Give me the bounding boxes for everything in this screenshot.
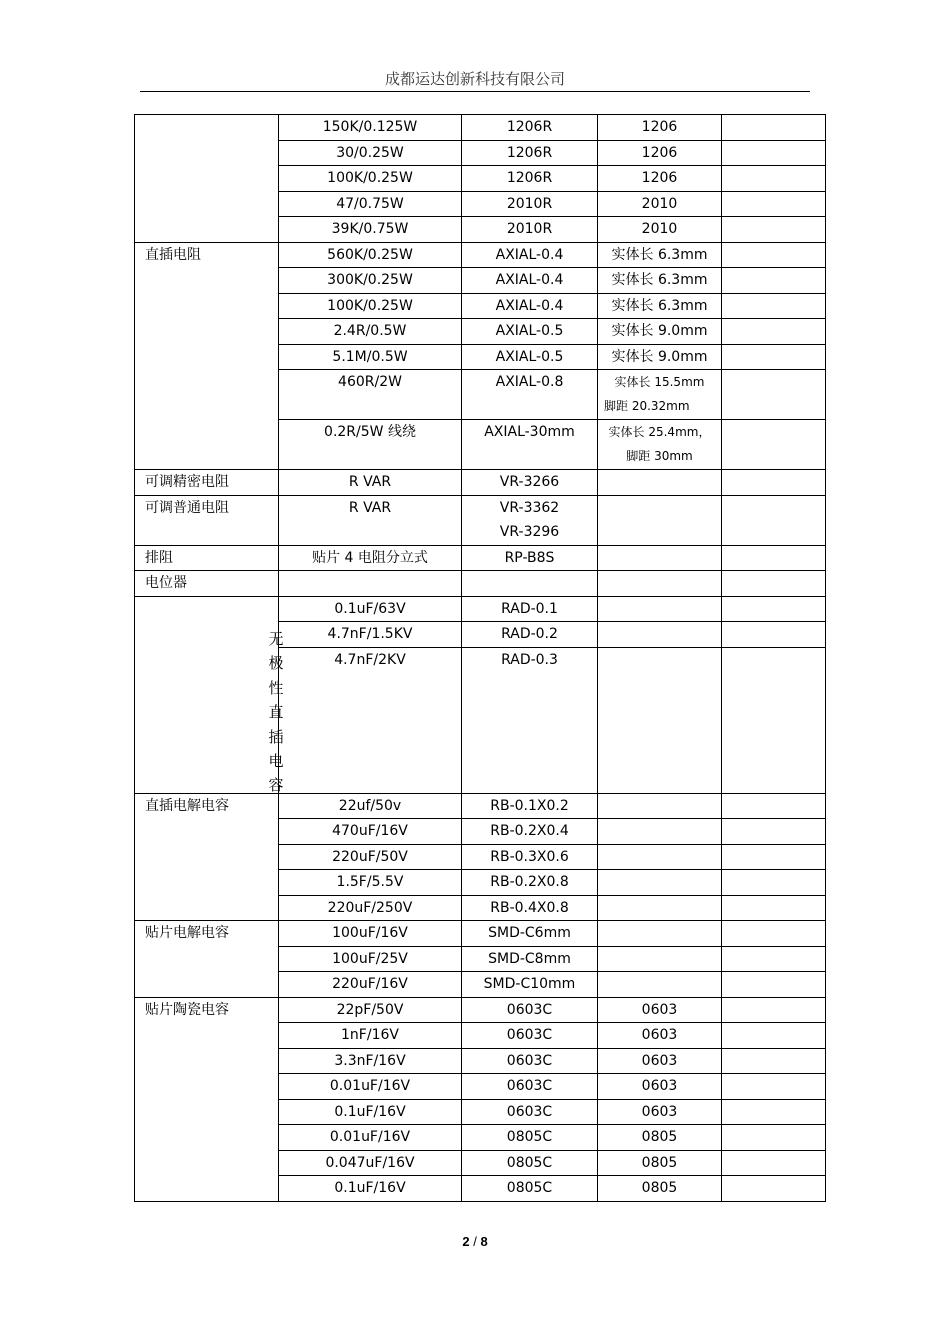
- category-cell: 直插电阻: [135, 242, 279, 470]
- table-row: [135, 545, 826, 571]
- footprint-cell: SMD-C8mm: [462, 946, 598, 972]
- value-cell: 560K/0.25W: [279, 242, 462, 268]
- footprint-cell: 0603C: [462, 1023, 598, 1049]
- value-cell: 22pF/50V: [279, 997, 462, 1023]
- footprint-cell: 0805C: [462, 1125, 598, 1151]
- note-cell: [722, 972, 826, 998]
- value-cell: 0.01uF/16V: [279, 1125, 462, 1151]
- footprint-cell: AXIAL-0.8: [462, 370, 598, 420]
- page-number: [0, 1234, 950, 1249]
- value-cell: 1.5F/5.5V: [279, 870, 462, 896]
- footprint-cell: RB-0.1X0.2: [462, 793, 598, 819]
- value-cell: 2.4R/0.5W: [279, 319, 462, 345]
- size-cell: 实体长 9.0mm: [598, 319, 722, 345]
- note-cell: [722, 268, 826, 294]
- size-cell: [598, 793, 722, 819]
- footprint-cell: AXIAL-0.5: [462, 344, 598, 370]
- value-cell: 460R/2W: [279, 370, 462, 420]
- value-cell: 0.047uF/16V: [279, 1150, 462, 1176]
- vertical-char: 插: [268, 727, 284, 746]
- value-cell: 0.1uF/16V: [279, 1099, 462, 1125]
- value-cell: 0.2R/5W 线绕: [279, 420, 462, 470]
- value-cell: 100K/0.25W: [279, 293, 462, 319]
- note-cell: [722, 319, 826, 345]
- category-cell: 贴片陶瓷电容: [135, 997, 279, 1201]
- note-cell: [722, 140, 826, 166]
- size-cell: 实体长 9.0mm: [598, 344, 722, 370]
- note-cell: [722, 1074, 826, 1100]
- table-row: [135, 997, 826, 1023]
- value-cell: R VAR: [279, 470, 462, 496]
- note-cell: [722, 895, 826, 921]
- note-cell: [722, 191, 826, 217]
- category-cell: 可调普通电阻: [135, 495, 279, 545]
- size-cell: [598, 495, 722, 545]
- table-row: [135, 596, 826, 622]
- size-cell: 1206: [598, 115, 722, 141]
- footprint-cell: 1206R: [462, 166, 598, 192]
- value-cell: 0.1uF/16V: [279, 1176, 462, 1202]
- note-cell: [722, 1099, 826, 1125]
- page-current: 2: [462, 1234, 470, 1249]
- value-cell: 470uF/16V: [279, 819, 462, 845]
- footprint-cell: AXIAL-0.4: [462, 242, 598, 268]
- note-cell: [722, 793, 826, 819]
- size-cell: 0603: [598, 1023, 722, 1049]
- size-cell: 0603: [598, 1099, 722, 1125]
- category-cell: 直插电解电容: [135, 793, 279, 921]
- footprint-cell: 0603C: [462, 1074, 598, 1100]
- note-cell: [722, 997, 826, 1023]
- footprint-cell: RP-B8S: [462, 545, 598, 571]
- value-cell: 220uF/250V: [279, 895, 462, 921]
- note-cell: [722, 1125, 826, 1151]
- note-cell: [722, 647, 826, 793]
- footprint-cell: 1206R: [462, 140, 598, 166]
- value-cell: 100K/0.25W: [279, 166, 462, 192]
- value-cell: 220uF/50V: [279, 844, 462, 870]
- size-cell: 实体长 6.3mm: [598, 242, 722, 268]
- note-cell: [722, 819, 826, 845]
- footprint-cell: 2010R: [462, 191, 598, 217]
- note-cell: [722, 870, 826, 896]
- note-cell: [722, 1176, 826, 1202]
- size-cell: 0805: [598, 1125, 722, 1151]
- note-cell: [722, 115, 826, 141]
- footprint-cell: 0603C: [462, 1048, 598, 1074]
- footprint-cell: AXIAL-0.4: [462, 293, 598, 319]
- note-cell: [722, 1150, 826, 1176]
- size-cell: 实体长 6.3mm: [598, 268, 722, 294]
- size-cell: 0603: [598, 1048, 722, 1074]
- size-cell: [598, 596, 722, 622]
- note-cell: [722, 844, 826, 870]
- footprint-line-2: VR-3296: [499, 523, 560, 540]
- value-cell: 100uF/25V: [279, 946, 462, 972]
- footprint-cell: 0805C: [462, 1150, 598, 1176]
- note-cell: [722, 166, 826, 192]
- footprint-cell: [462, 495, 598, 545]
- size-cell: 0805: [598, 1150, 722, 1176]
- note-cell: [722, 293, 826, 319]
- note-cell: [722, 242, 826, 268]
- value-cell: 贴片 4 电阻分立式: [279, 545, 462, 571]
- size-cell: [598, 420, 722, 470]
- value-cell: 4.7nF/1.5KV: [279, 622, 462, 648]
- category-cell: 贴片电解电容: [135, 921, 279, 998]
- footprint-cell: AXIAL-0.4: [462, 268, 598, 294]
- value-cell: 4.7nF/2KV: [279, 647, 462, 793]
- category-cell: [135, 115, 279, 243]
- table-row: [135, 571, 826, 597]
- table-row: [135, 495, 826, 545]
- footprint-cell: AXIAL-0.5: [462, 319, 598, 345]
- vertical-char: 容: [268, 776, 284, 795]
- category-cell: 可调精密电阻: [135, 470, 279, 496]
- vertical-char: 电: [268, 752, 284, 771]
- size-cell: 0603: [598, 1074, 722, 1100]
- header-divider: [140, 91, 810, 92]
- footprint-cell: 1206R: [462, 115, 598, 141]
- table-row: [135, 921, 826, 947]
- size-line-1: 实体长 15.5mm: [614, 375, 705, 389]
- footprint-line-1: VR-3362: [499, 499, 560, 516]
- size-cell: 0805: [598, 1176, 722, 1202]
- footprint-cell: RAD-0.1: [462, 596, 598, 622]
- page-separator: /: [473, 1234, 477, 1249]
- category-cell: 排阻: [135, 545, 279, 571]
- size-cell: 2010: [598, 191, 722, 217]
- table-row: [135, 470, 826, 496]
- note-cell: [722, 571, 826, 597]
- size-cell: [598, 470, 722, 496]
- size-cell: [598, 946, 722, 972]
- note-cell: [722, 596, 826, 622]
- table-row: [135, 242, 826, 268]
- value-cell: 0.1uF/63V: [279, 596, 462, 622]
- page-total: 8: [480, 1234, 488, 1249]
- value-cell: R VAR: [279, 495, 462, 545]
- value-cell: 300K/0.25W: [279, 268, 462, 294]
- size-cell: [598, 571, 722, 597]
- size-cell: [598, 545, 722, 571]
- footprint-cell: [462, 571, 598, 597]
- note-cell: [722, 921, 826, 947]
- size-cell: 0603: [598, 997, 722, 1023]
- size-cell: [598, 921, 722, 947]
- footprint-cell: VR-3266: [462, 470, 598, 496]
- page-header: 成都运达创新科技有限公司: [384, 70, 565, 88]
- value-cell: 5.1M/0.5W: [279, 344, 462, 370]
- note-cell: [722, 470, 826, 496]
- size-cell: [598, 844, 722, 870]
- vertical-char: 直: [268, 703, 284, 722]
- vertical-char: 性: [268, 678, 284, 697]
- note-cell: [722, 370, 826, 420]
- value-cell: 0.01uF/16V: [279, 1074, 462, 1100]
- size-line-1: 实体长 25.4mm，: [608, 425, 711, 439]
- value-cell: 30/0.25W: [279, 140, 462, 166]
- size-line-2: 脚距 30mm: [626, 449, 693, 463]
- value-cell: 220uF/16V: [279, 972, 462, 998]
- footprint-cell: RAD-0.3: [462, 647, 598, 793]
- vertical-char: 极: [268, 654, 284, 673]
- note-cell: [722, 1023, 826, 1049]
- footprint-cell: RB-0.2X0.8: [462, 870, 598, 896]
- vertical-category-label: [268, 627, 284, 798]
- note-cell: [722, 545, 826, 571]
- note-cell: [722, 344, 826, 370]
- note-cell: [722, 946, 826, 972]
- footprint-cell: 2010R: [462, 217, 598, 243]
- size-cell: 实体长 6.3mm: [598, 293, 722, 319]
- value-cell: 22uf/50v: [279, 793, 462, 819]
- footprint-cell: RB-0.3X0.6: [462, 844, 598, 870]
- size-cell: 2010: [598, 217, 722, 243]
- value-cell: 47/0.75W: [279, 191, 462, 217]
- value-cell: 100uF/16V: [279, 921, 462, 947]
- components-table: [134, 114, 826, 1202]
- vertical-char: 无: [268, 630, 284, 648]
- footprint-cell: RB-0.2X0.4: [462, 819, 598, 845]
- size-cell: [598, 895, 722, 921]
- note-cell: [722, 1048, 826, 1074]
- footprint-cell: AXIAL-30mm: [462, 420, 598, 470]
- size-cell: 1206: [598, 140, 722, 166]
- size-line-2: 脚距 20.32mm: [604, 399, 690, 413]
- note-cell: [722, 495, 826, 545]
- value-cell: 150K/0.125W: [279, 115, 462, 141]
- footprint-cell: 0805C: [462, 1176, 598, 1202]
- category-cell: [135, 596, 279, 793]
- value-cell: 3.3nF/16V: [279, 1048, 462, 1074]
- footprint-cell: RAD-0.2: [462, 622, 598, 648]
- footprint-cell: 0603C: [462, 997, 598, 1023]
- footprint-cell: 0603C: [462, 1099, 598, 1125]
- size-cell: [598, 870, 722, 896]
- note-cell: [722, 420, 826, 470]
- size-cell: [598, 972, 722, 998]
- note-cell: [722, 622, 826, 648]
- size-cell: [598, 647, 722, 793]
- note-cell: [722, 217, 826, 243]
- size-cell: [598, 622, 722, 648]
- footprint-cell: SMD-C6mm: [462, 921, 598, 947]
- value-cell: 1nF/16V: [279, 1023, 462, 1049]
- value-cell: [279, 571, 462, 597]
- table-row: [135, 115, 826, 141]
- size-cell: [598, 819, 722, 845]
- category-cell: 电位器: [135, 571, 279, 597]
- footprint-cell: SMD-C10mm: [462, 972, 598, 998]
- footprint-cell: RB-0.4X0.8: [462, 895, 598, 921]
- value-cell: 39K/0.75W: [279, 217, 462, 243]
- table-row: [135, 793, 826, 819]
- size-cell: [598, 370, 722, 420]
- size-cell: 1206: [598, 166, 722, 192]
